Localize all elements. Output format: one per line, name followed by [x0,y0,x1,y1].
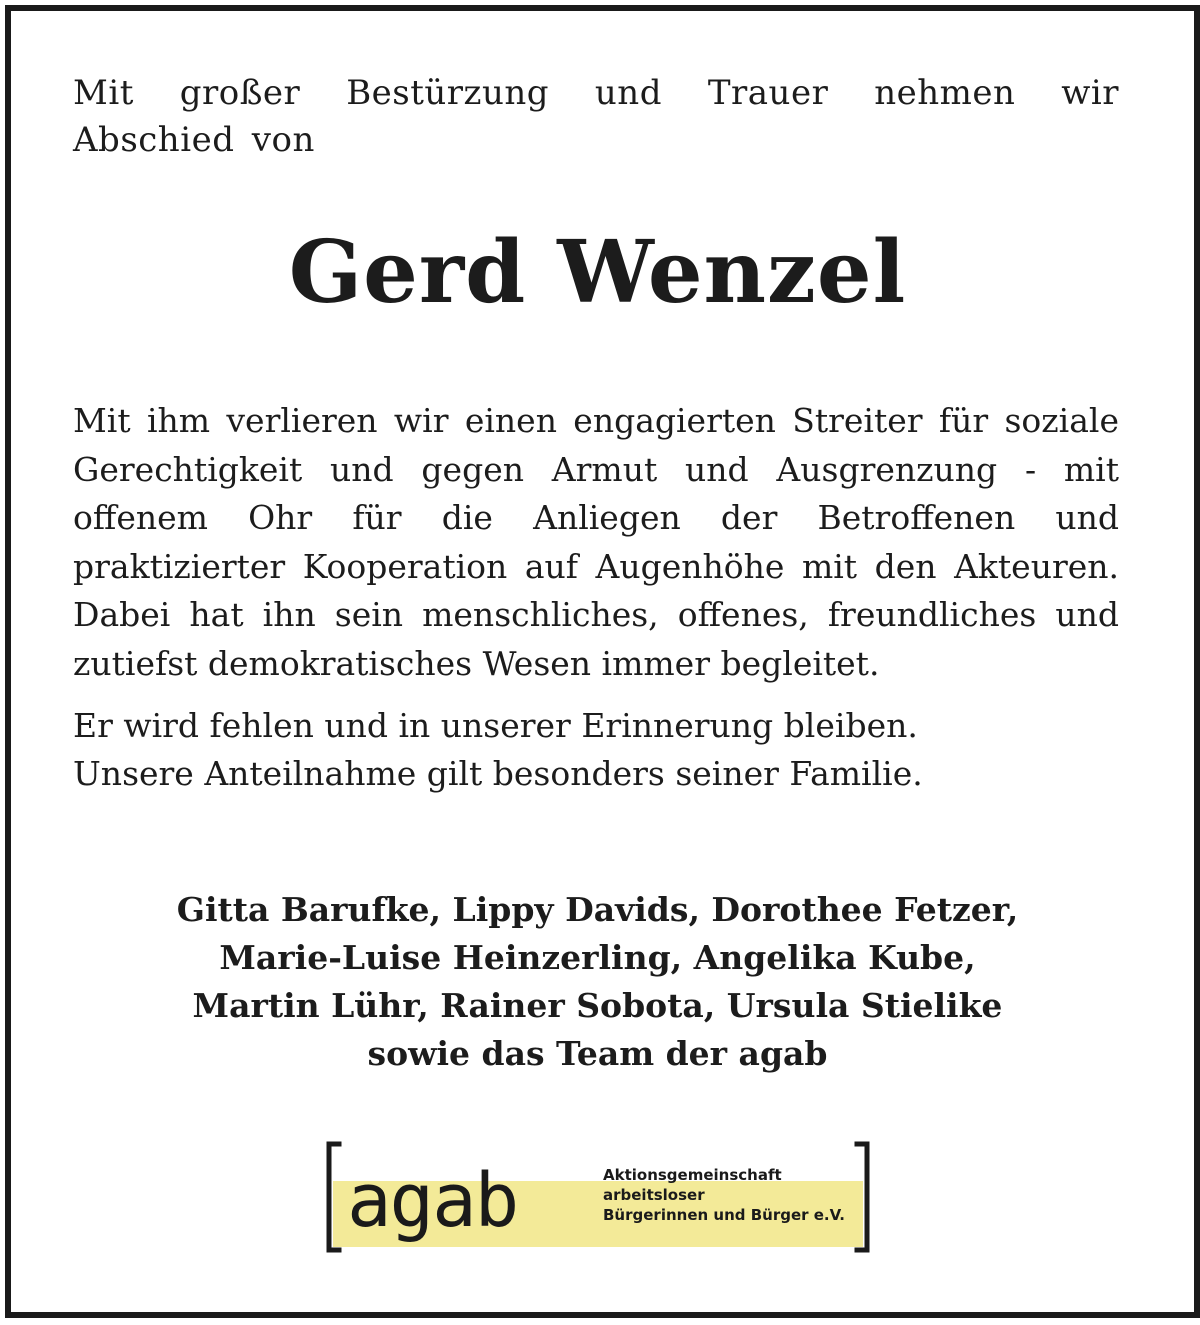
signatories-block [0,886,1195,1078]
tribute-paragraph: Mit ihm verlieren wir einen engagierten Streiter für soziale Gerechtigkeit und gegen Armut und Ausgrenzung - mit offenem Ohr für die Anliegen der Betroffenen und praktizierter Kooperation auf Augenhöhe mit den Akteuren. Dabei hat ihn sein menschliches, offenes, freundliches und zutiefst demokratisches Wesen immer begleitet. [73,401,1119,683]
closing-line: Unsere Anteilnahme gilt besonders seiner Familie. [73,754,923,793]
closing-line: Er wird fehlen und in unserer Erinnerung bleiben. [73,706,918,745]
signatory-line: sowie das Team der agab [367,1034,828,1073]
logo-tagline-line: arbeitsloser [603,1186,705,1204]
intro-text: Mit großer Bestürzung und Trauer nehmen wir Abschied von [73,73,1119,160]
logo-wordmark: agab [347,1158,518,1244]
logo-tagline-line: Aktionsgemeinschaft [603,1166,782,1184]
agab-logo [319,1138,879,1258]
signatory-line: Marie-Luise Heinzerling, Angelika Kube, [219,938,976,977]
logo-tagline-line: Bürgerinnen und Bürger e.V. [603,1206,845,1224]
closing-text [73,702,1119,798]
signatory-line: Gitta Barufke, Lippy Davids, Dorothee Fetzer, [176,890,1019,929]
deceased-name: Gerd Wenzel [288,222,907,323]
signatory-line: Martin Lühr, Rainer Sobota, Ursula Stielike [192,986,1003,1025]
